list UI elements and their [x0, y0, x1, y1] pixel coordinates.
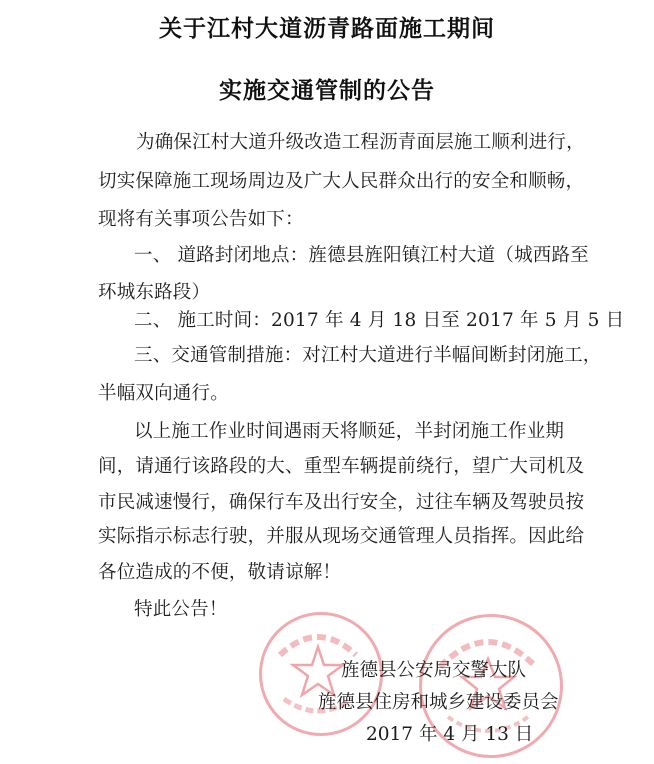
notice-date: 2017 年 4 月 13 日: [366, 724, 534, 745]
notice-title-line-2: 实施交通管制的公告: [219, 77, 435, 104]
note-line-2: 间，请通行该路段的大、重型车辆提前绕行，望广大司机及: [98, 456, 585, 477]
item-3-line-1: 三、交通管制措施：对江村大道进行半幅间断封闭施工，: [134, 345, 602, 366]
notice-title-line-1: 关于江村大道沥青路面施工期间: [159, 15, 495, 42]
note-line-5: 各位造成的不便，敬请谅解！: [98, 562, 342, 583]
closing-text: 特此公告！: [134, 599, 228, 620]
note-line-4: 实际指示标志行驶，并服从现场交通管理人员指挥。因此给: [98, 526, 585, 547]
intro-line-1: 为确保江村大道升级改造工程沥青面层施工顺利进行，: [136, 132, 585, 153]
signatory-traffic-police: 旌德县公安局交警大队: [341, 660, 527, 681]
item-2: 二、 施工时间：2017 年 4 月 18 日至 2017 年 5 月 5 日: [134, 310, 625, 331]
item-1-line-1: 一、 道路封闭地点：旌德县旌阳镇江村大道（城西路至: [134, 245, 589, 266]
item-1-line-2: 环城东路段）: [98, 282, 211, 303]
note-line-3: 市民减速慢行，确保行车及出行安全，过往车辆及驾驶员按: [98, 492, 585, 513]
note-line-1: 以上施工作业时间遇雨天将顺延，半封闭施工作业期: [134, 421, 565, 442]
intro-line-2: 切实保障施工现场周边及广大人民群众出行的安全和顺畅，: [98, 171, 585, 192]
item-3-line-2: 半幅双向通行。: [98, 383, 229, 404]
intro-line-3: 现将有关事项公告如下：: [98, 209, 304, 230]
signatory-housing-committee: 旌德县住房和城乡建设委员会: [318, 692, 559, 713]
